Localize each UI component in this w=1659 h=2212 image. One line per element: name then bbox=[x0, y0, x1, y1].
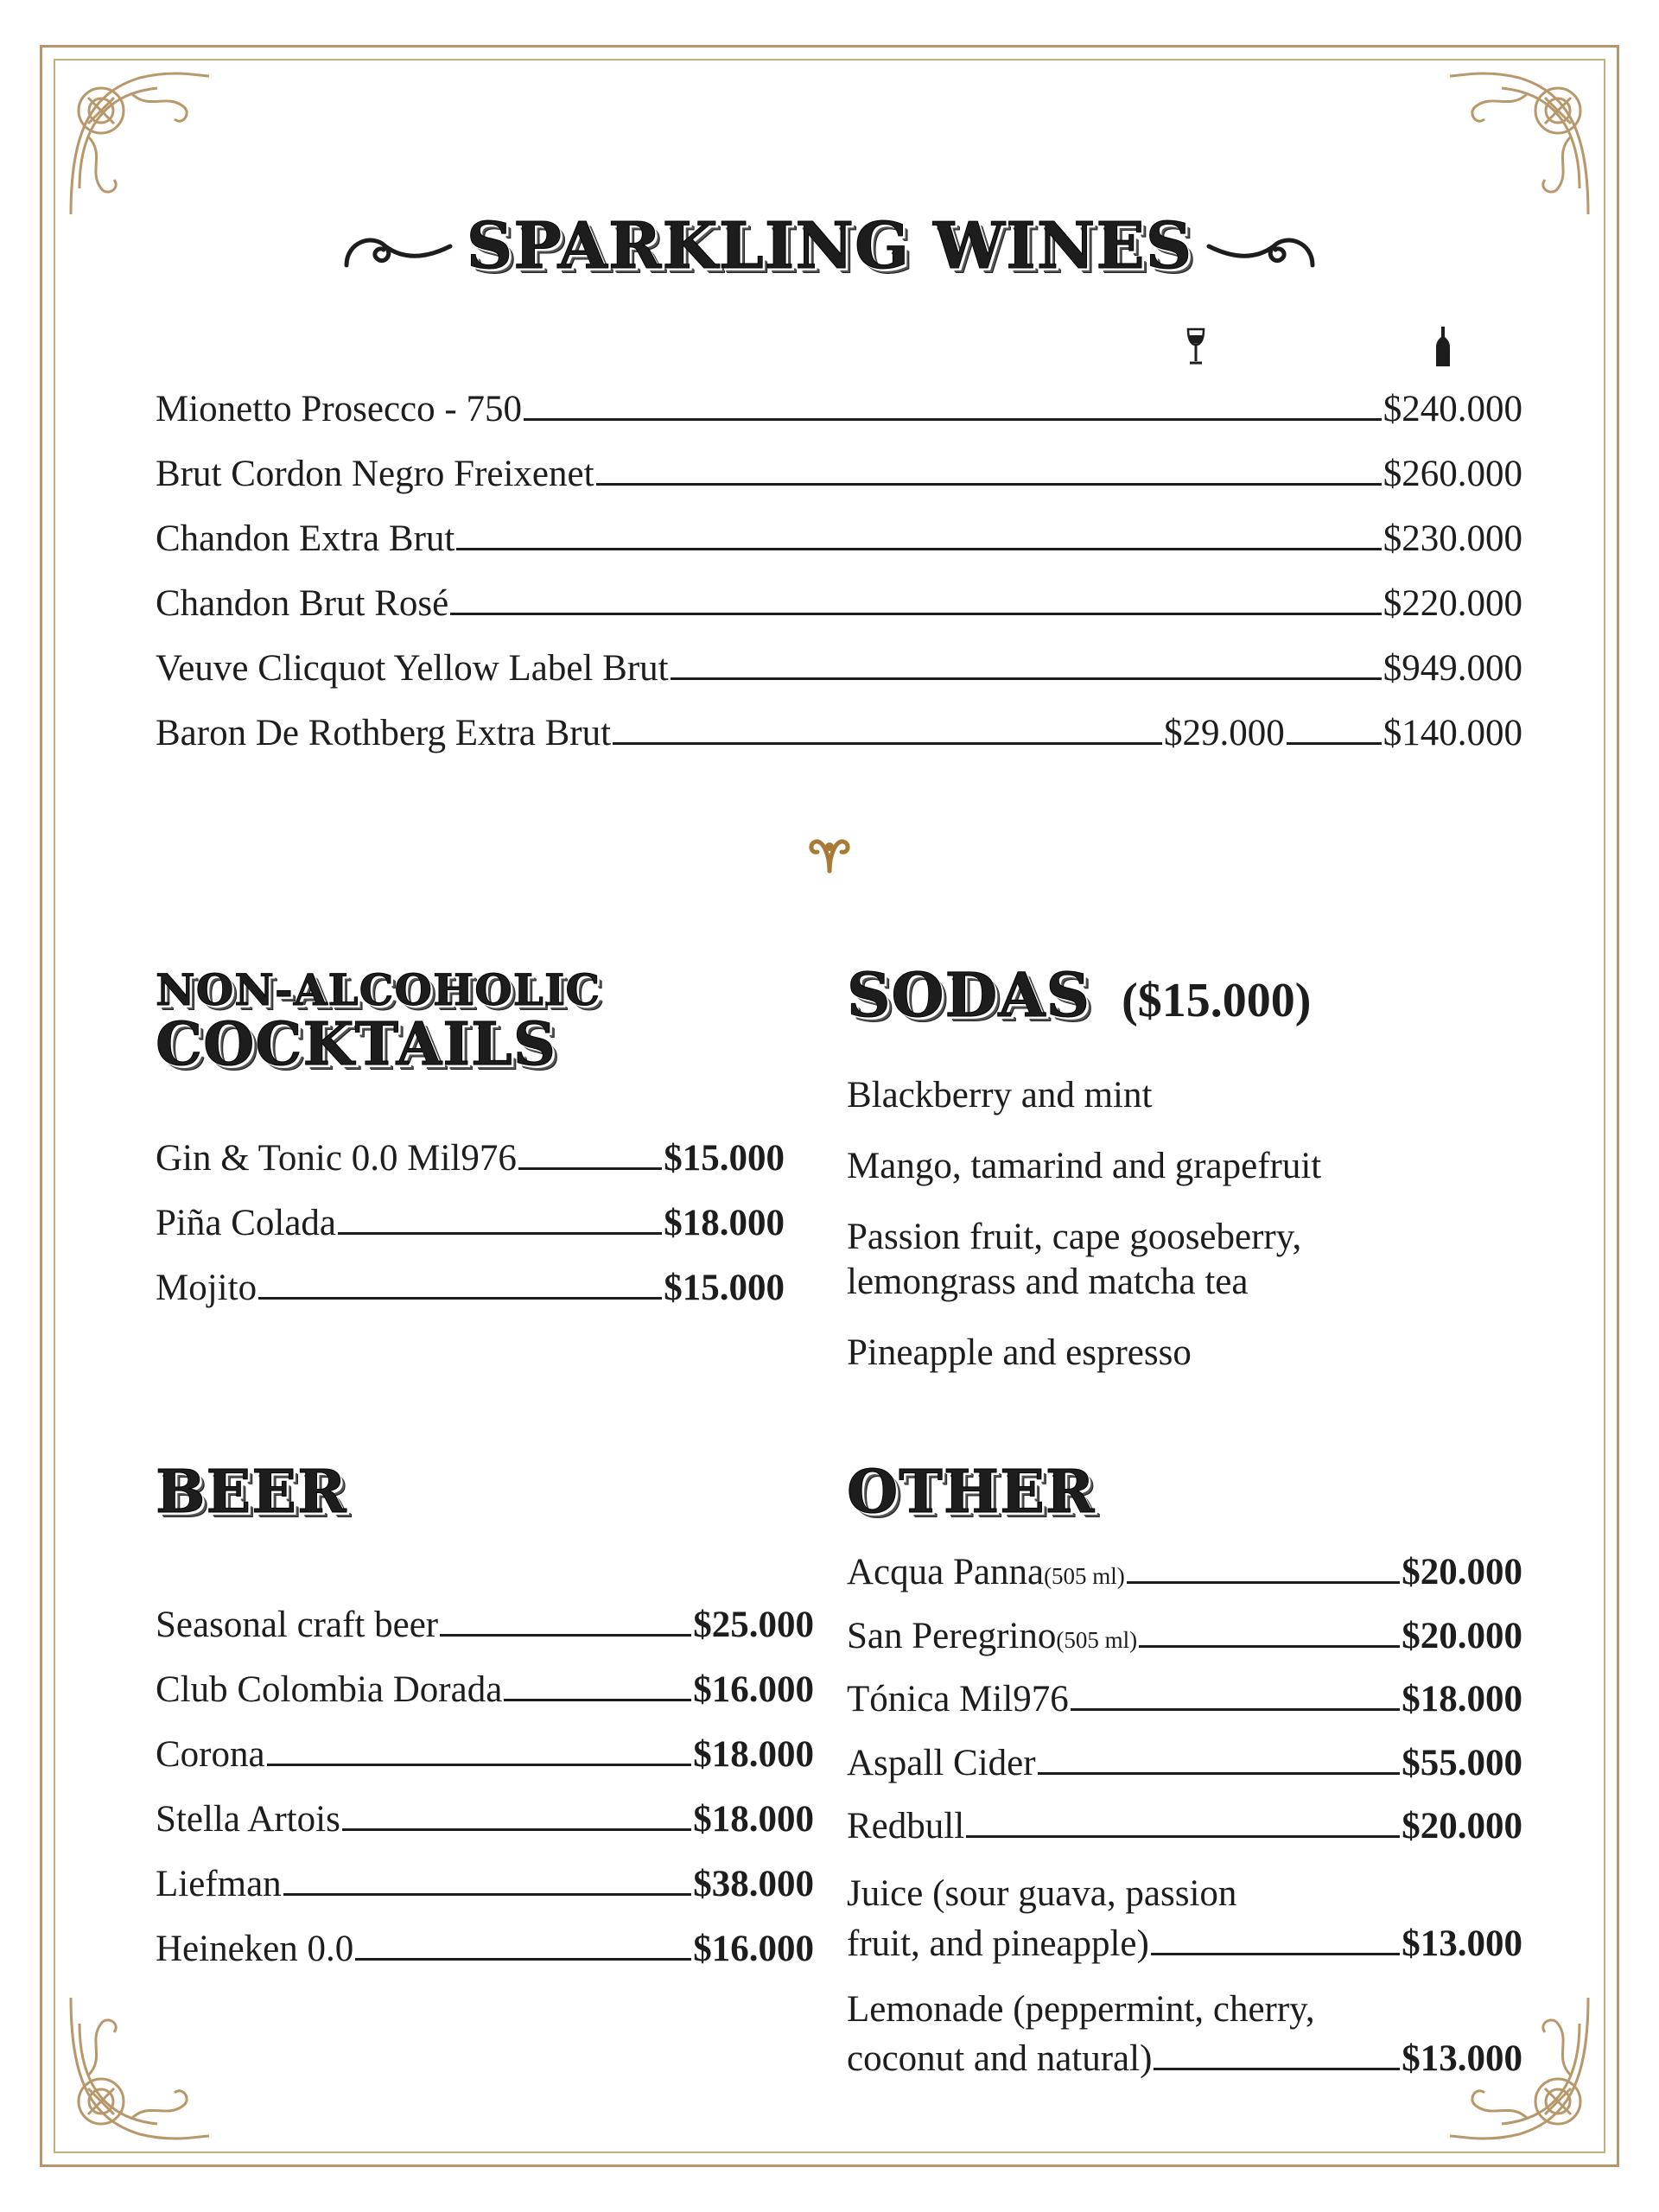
item-name: Piña Colada bbox=[156, 1203, 336, 1243]
bottle-price: $260.000 bbox=[1382, 454, 1522, 494]
sodas-title: SODAS bbox=[847, 959, 1091, 1031]
item-price: $25.000 bbox=[693, 1605, 814, 1645]
item-name: Corona bbox=[156, 1734, 265, 1775]
wine-name: Brut Cordon Negro Freixenet bbox=[156, 454, 594, 494]
leader-line bbox=[342, 1828, 691, 1831]
item-price: $18.000 bbox=[693, 1734, 814, 1775]
cocktails-title-line1: NON-ALCOHOLIC bbox=[156, 964, 601, 1015]
leader-line bbox=[596, 483, 1382, 486]
bottle-price: $240.000 bbox=[1382, 389, 1522, 429]
leader-line bbox=[671, 677, 1382, 680]
item-price: $18.000 bbox=[1402, 1679, 1522, 1719]
other-row bbox=[847, 1920, 1522, 1968]
soda-item: Blackberry and mint bbox=[847, 1075, 1153, 1116]
item-price: $55.000 bbox=[1402, 1743, 1522, 1783]
item-volume: (505 ml) bbox=[1056, 1627, 1138, 1653]
leader-line bbox=[1287, 742, 1382, 745]
wine-name: Mionetto Prosecco - 750 bbox=[156, 389, 522, 429]
leader-line bbox=[456, 548, 1381, 550]
corner-ornament-icon bbox=[54, 1980, 226, 2153]
beer-row bbox=[156, 1796, 814, 1844]
leader-line bbox=[267, 1764, 692, 1766]
bottle-price: $949.000 bbox=[1382, 648, 1522, 689]
glass-price: $29.000 bbox=[1164, 713, 1285, 753]
sodas-price: ($15.000) bbox=[1122, 974, 1312, 1027]
item-price: $38.000 bbox=[693, 1864, 814, 1904]
juice-line1: Juice (sour guava, passion bbox=[847, 1873, 1237, 1914]
item-price: $15.000 bbox=[664, 1268, 785, 1308]
bottle-price: $230.000 bbox=[1382, 518, 1522, 559]
soda-item: Passion fruit, cape gooseberry, bbox=[847, 1217, 1302, 1257]
item-name: Heineken 0.0 bbox=[156, 1929, 354, 1969]
item-name: Aspall Cider bbox=[847, 1743, 1036, 1783]
item-name: coconut and natural) bbox=[847, 2038, 1153, 2079]
wine-row bbox=[156, 515, 1522, 563]
wine-row bbox=[156, 450, 1522, 499]
item-name: fruit, and pineapple) bbox=[847, 1923, 1149, 1964]
flourish-right-icon bbox=[1205, 220, 1317, 272]
item-price: $20.000 bbox=[1402, 1552, 1522, 1592]
other-row bbox=[847, 1802, 1522, 1851]
wine-row bbox=[156, 709, 1522, 758]
sodas-header bbox=[847, 959, 1311, 1031]
other-row bbox=[847, 1612, 1522, 1664]
beer-row bbox=[156, 1860, 814, 1909]
cocktail-row bbox=[156, 1135, 785, 1183]
ornament-icon bbox=[805, 828, 854, 876]
leader-line bbox=[258, 1297, 662, 1300]
item-volume: (505 ml) bbox=[1044, 1563, 1125, 1589]
leader-line bbox=[1071, 1708, 1400, 1711]
bottle-price: $220.000 bbox=[1382, 583, 1522, 624]
leader-line bbox=[1154, 2068, 1400, 2070]
leader-line bbox=[1038, 1772, 1401, 1775]
beer-row bbox=[156, 1731, 814, 1779]
item-name: Stella Artois bbox=[156, 1799, 340, 1840]
beer-title: BEER bbox=[156, 1458, 347, 1527]
page-title: SPARKLING WINES bbox=[466, 209, 1193, 283]
other-row bbox=[847, 1675, 1522, 1724]
other-row bbox=[847, 1739, 1522, 1788]
page-header bbox=[0, 199, 1659, 294]
item-price: $15.000 bbox=[664, 1138, 785, 1179]
leader-line bbox=[504, 1699, 691, 1701]
wine-glass-icon bbox=[1185, 327, 1206, 366]
leader-line bbox=[355, 1958, 691, 1961]
cocktail-row bbox=[156, 1199, 785, 1248]
wine-row bbox=[156, 580, 1522, 628]
item-price: $16.000 bbox=[693, 1669, 814, 1710]
item-name: Club Colombia Dorada bbox=[156, 1669, 503, 1710]
item-price: $18.000 bbox=[693, 1799, 814, 1840]
leader-line bbox=[613, 742, 1162, 745]
soda-item: lemongrass and matcha tea bbox=[847, 1262, 1249, 1302]
cocktails-title-line2: COCKTAILS bbox=[156, 1010, 556, 1079]
wine-row bbox=[156, 385, 1522, 434]
wine-row bbox=[156, 645, 1522, 693]
other-title: OTHER bbox=[847, 1458, 1096, 1527]
wine-name: Baron De Rothberg Extra Brut bbox=[156, 713, 612, 753]
beer-row bbox=[156, 1666, 814, 1714]
leader-line bbox=[1151, 1953, 1400, 1955]
other-row bbox=[847, 1548, 1522, 1600]
wine-name: Chandon Extra Brut bbox=[156, 518, 455, 559]
item-price: $20.000 bbox=[1402, 1806, 1522, 1847]
item-name: Redbull bbox=[847, 1806, 965, 1847]
leader-line bbox=[524, 418, 1382, 421]
item-name: Tónica Mil976 bbox=[847, 1679, 1069, 1719]
item-name: Gin & Tonic 0.0 Mil976 bbox=[156, 1138, 517, 1179]
leader-line bbox=[283, 1893, 692, 1896]
wine-bottle-icon bbox=[1436, 327, 1450, 366]
bottle-price: $140.000 bbox=[1382, 713, 1522, 753]
wine-name: Veuve Clicquot Yellow Label Brut bbox=[156, 648, 669, 689]
item-name: Liefman bbox=[156, 1864, 282, 1904]
leader-line bbox=[1139, 1645, 1400, 1648]
item-name: San Peregrino bbox=[847, 1616, 1057, 1656]
leader-line bbox=[338, 1232, 662, 1235]
cocktail-row bbox=[156, 1264, 785, 1313]
item-price: $16.000 bbox=[693, 1929, 814, 1969]
beer-row bbox=[156, 1601, 814, 1649]
leader-line bbox=[440, 1634, 691, 1637]
item-price: $18.000 bbox=[664, 1203, 785, 1243]
beer-row bbox=[156, 1925, 814, 1974]
soda-item: Mango, tamarind and grapefruit bbox=[847, 1146, 1322, 1186]
leader-line bbox=[450, 613, 1382, 615]
item-price: $20.000 bbox=[1402, 1616, 1522, 1656]
item-price: $13.000 bbox=[1402, 2038, 1522, 2079]
other-row bbox=[847, 2035, 1522, 2083]
wine-name: Chandon Brut Rosé bbox=[156, 583, 449, 624]
item-name: Mojito bbox=[156, 1268, 257, 1308]
leader-line bbox=[518, 1167, 662, 1170]
item-price: $13.000 bbox=[1402, 1923, 1522, 1964]
soda-item: Pineapple and espresso bbox=[847, 1332, 1192, 1373]
flourish-left-icon bbox=[342, 220, 454, 272]
item-name: Acqua Panna bbox=[847, 1552, 1045, 1592]
lemonade-line1: Lemonade (peppermint, cherry, bbox=[847, 1989, 1315, 2030]
leader-line bbox=[1127, 1581, 1400, 1584]
item-name: Seasonal craft beer bbox=[156, 1605, 439, 1645]
leader-line bbox=[966, 1835, 1400, 1838]
